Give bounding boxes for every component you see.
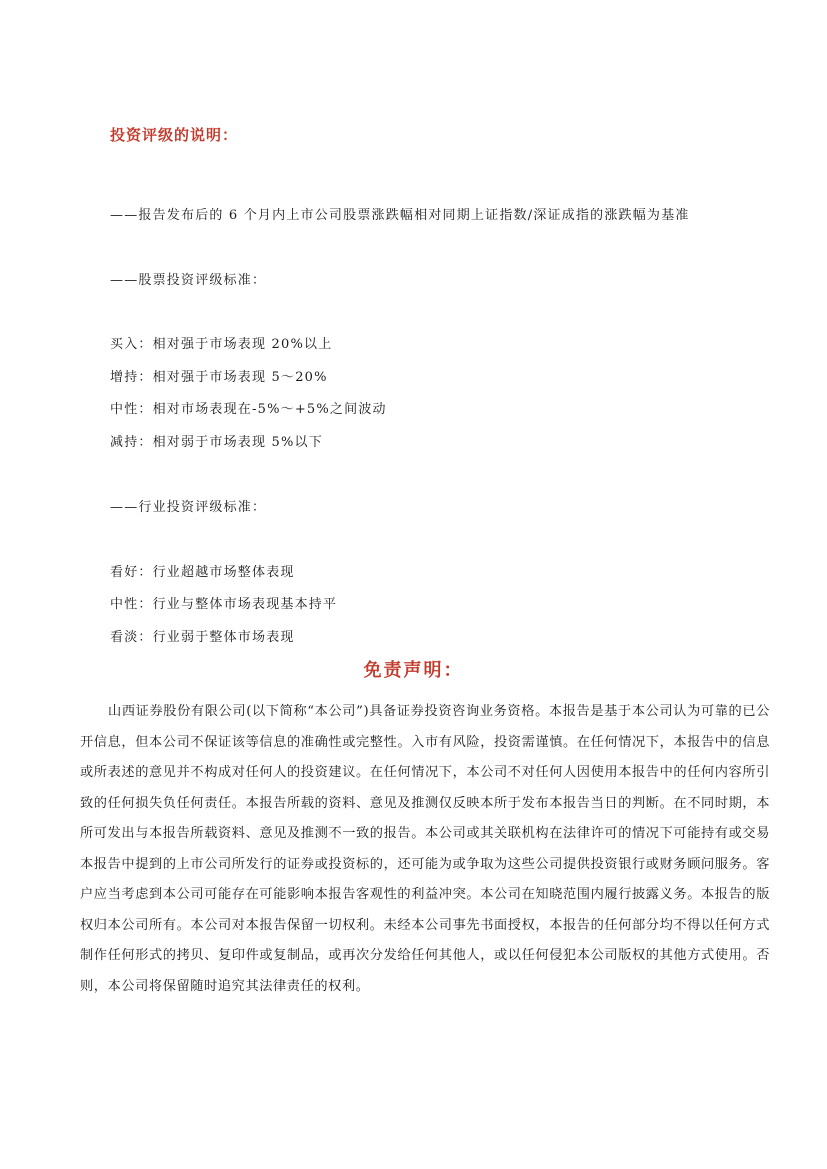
stock-rating-buy: 买入：相对强于市场表现 20%以上 <box>110 337 333 352</box>
disclaimer-paragraph: 山西证券股份有限公司(以下简称“本公司”)具备证券投资咨询业务资格。本报告是基于本公司认为可靠的已公开信息，但本公司不保证该等信息的准确性或完整性。入市有风险，投资需谨慎。在任何情况下，本报告中的信息或所表述的意见并不构成对任何人的投资建议。在任何情况下，本公司不对任何人因使用本报告中的任何内容所引致的任何损失负任何责任。本报告所载的资料、意见及推测仅反映本所于发布本报告当日的判断。在不同时期，本所可发出与本报告所载资料、意见及推测不一致的报告。本公司或其关联机构在法律许可的情况下可能持有或交易本报告中提到的上市公司所发行的证券或投资标的，还可能为或争取为这些公司提供投资银行或财务顾问服务。客户应当考虑到本公司可能存在可能影响本报告客观性的利益冲突。本公司在知晓范围内履行披露义务。本报告的版权归本公司所有。本公司对本报告保留一切权利。未经本公司事先书面授权，本报告的任何部分均不得以任何方式制作任何形式的拷贝、复印件或复制品，或再次分发给任何其他人，或以任何侵犯本公司版权的其他方式使用。否则，本公司将保留随时追究其法律责任的权利。 <box>80 704 770 994</box>
industry-rating-header: ——行业投资评级标准： <box>110 500 267 515</box>
disclaimer-title: 免责声明： <box>363 660 464 681</box>
rating-section-title: 投资评级的说明： <box>110 126 239 144</box>
stock-rating-underweight: 减持：相对弱于市场表现 5%以下 <box>110 435 323 450</box>
industry-rating-neutral: 中性：行业与整体市场表现基本持平 <box>110 597 338 612</box>
stock-rating-overweight: 增持：相对强于市场表现 5～20% <box>110 370 328 385</box>
stock-rating-neutral: 中性：相对市场表现在-5%～+5%之间波动 <box>110 402 387 417</box>
rating-basis: ——报告发布后的 6 个月内上市公司股票涨跌幅相对同期上证指数/深证成指的涨跌幅为基准 <box>110 208 690 223</box>
stock-rating-header: ——股票投资评级标准： <box>110 273 267 288</box>
industry-rating-negative: 看淡：行业弱于整体市场表现 <box>110 630 295 645</box>
industry-rating-positive: 看好：行业超越市场整体表现 <box>110 565 295 580</box>
